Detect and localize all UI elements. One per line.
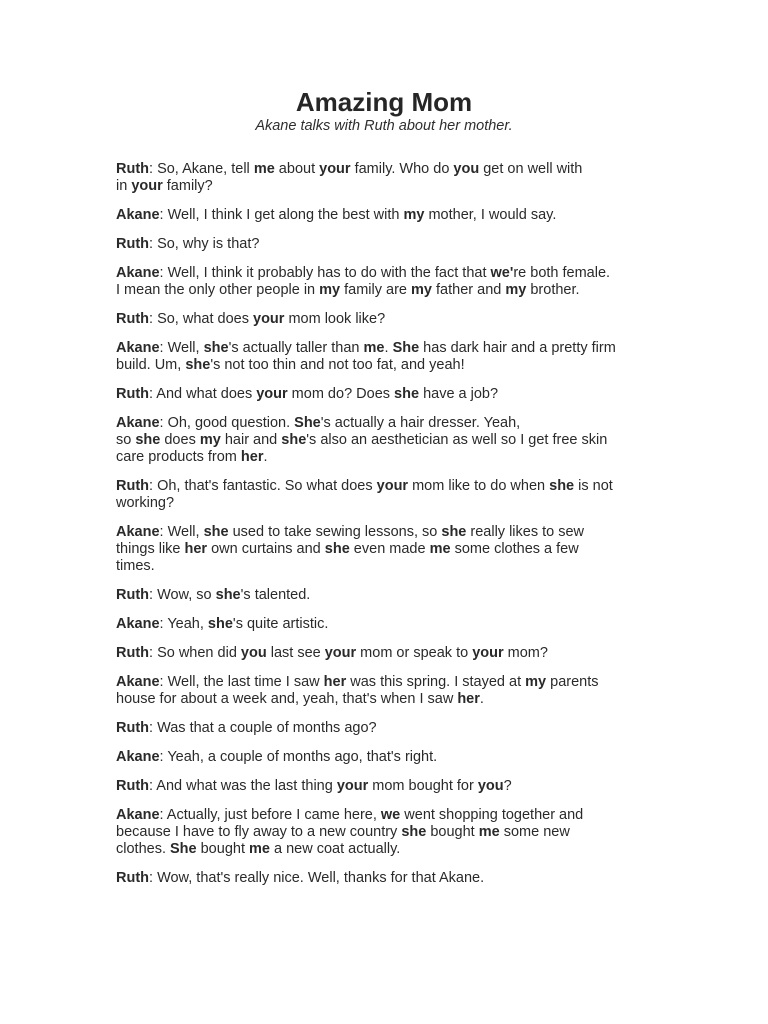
turn-text: last see (266, 645, 325, 661)
turn-text: times. (116, 558, 155, 574)
speaker-name: Ruth (116, 311, 150, 327)
turn-text: went shopping together and (400, 807, 584, 823)
turn-text: bought (426, 824, 479, 840)
dialogue-turn (116, 524, 656, 575)
turn-text: working? (116, 495, 175, 511)
turn-text: brother. (526, 282, 580, 298)
dialogue-turn (116, 807, 656, 858)
emphasized-word: she (207, 616, 233, 632)
speaker-name: Akane (116, 207, 160, 223)
dialogue-turn (116, 587, 656, 604)
dialogue-turn (116, 616, 656, 633)
emphasized-word: she (185, 357, 211, 373)
turn-text: a new coat actually. (269, 841, 401, 857)
speaker-name: Ruth (116, 587, 150, 603)
emphasized-word: my (403, 207, 425, 223)
turn-text: build. Um, (116, 357, 186, 373)
emphasized-word: me (429, 541, 451, 557)
turn-text: : Oh, good question. (159, 415, 295, 431)
turn-text: things like (116, 541, 185, 557)
emphasized-word: she (324, 541, 350, 557)
emphasized-word: She (294, 415, 321, 431)
turn-text: : Wow, that's really nice. Well, thanks for that Akane. (149, 870, 485, 886)
speaker-name: Ruth (116, 778, 150, 794)
emphasized-word: you (453, 161, 480, 177)
turn-text: : So, why is that? (149, 236, 260, 252)
dialogue-turn (116, 778, 656, 795)
dialogue-turn (116, 478, 656, 512)
turn-text: was this spring. I stayed at (346, 674, 526, 690)
speaker-name: Akane (116, 340, 160, 356)
turn-text: mother, I would say. (424, 207, 557, 223)
emphasized-word: She (392, 340, 420, 356)
turn-text: I mean the only other people in (116, 282, 320, 298)
turn-text: some new (499, 824, 570, 840)
turn-text: has dark hair and a pretty firm (419, 340, 616, 356)
turn-text: mom look like? (284, 311, 386, 327)
emphasized-word: her (323, 674, 347, 690)
speaker-name: Akane (116, 524, 160, 540)
turn-text: 's talented. (240, 587, 311, 603)
emphasized-word: you (240, 645, 267, 661)
turn-text: : Well, (159, 340, 204, 356)
turn-text: is not (574, 478, 613, 494)
turn-text: so (116, 432, 136, 448)
dialogue-turn (116, 749, 656, 766)
turn-text: : Well, I think it probably has to do with the fact that (159, 265, 491, 281)
speaker-name: Akane (116, 616, 160, 632)
emphasized-word: your (472, 645, 504, 661)
emphasized-word: my (411, 282, 432, 298)
turn-text: . (263, 449, 268, 465)
emphasized-word: she (394, 386, 420, 402)
dialogue-turn (116, 674, 656, 708)
turn-text: because I have to fly away to a new country (116, 824, 402, 840)
emphasized-word: we' (490, 265, 514, 281)
emphasized-word: she (203, 340, 229, 356)
emphasized-word: she (203, 524, 229, 540)
emphasized-word: your (256, 386, 288, 402)
speaker-name: Akane (116, 674, 160, 690)
turn-text: : Well, (159, 524, 204, 540)
emphasized-word: my (199, 432, 221, 448)
turn-text: parents (546, 674, 599, 690)
dialogue-turn (116, 645, 656, 662)
turn-text: : Yeah, (159, 616, 208, 632)
speaker-name: Ruth (116, 478, 150, 494)
emphasized-word: she (441, 524, 467, 540)
emphasized-word: she (135, 432, 161, 448)
turn-text: family. Who do (350, 161, 454, 177)
turn-text: : Actually, just before I came here, (159, 807, 381, 823)
turn-text: ? (503, 778, 512, 794)
emphasized-word: me (478, 824, 500, 840)
turn-text: : So, what does (149, 311, 253, 327)
emphasized-word: your (131, 178, 163, 194)
turn-text: mom do? Does (287, 386, 395, 402)
emphasized-word: her (240, 449, 264, 465)
emphasized-word: your (319, 161, 351, 177)
emphasized-word: your (324, 645, 357, 661)
turn-text: : Was that a couple of months ago? (149, 720, 377, 736)
speaker-name: Ruth (116, 386, 150, 402)
turn-text: : Well, I think I get along the best with (159, 207, 404, 223)
emphasized-word: you (477, 778, 504, 794)
speaker-name: Akane (116, 415, 160, 431)
emphasized-word: my (505, 282, 527, 298)
turn-text: mom bought for (368, 778, 478, 794)
emphasized-word: me (249, 841, 270, 857)
turn-text: : And what does (149, 386, 257, 402)
emphasized-word: your (376, 478, 409, 494)
emphasized-word: she (549, 478, 575, 494)
turn-text: . (479, 691, 484, 707)
emphasized-word: me (363, 340, 385, 356)
dialogue-turn (116, 311, 656, 328)
turn-text: : So when did (149, 645, 241, 661)
emphasized-word: she (281, 432, 307, 448)
dialogue-turn (116, 415, 656, 466)
turn-text: : So, Akane, tell (149, 161, 254, 177)
emphasized-word: She (170, 841, 197, 857)
turn-text: 's quite artistic. (232, 616, 329, 632)
document-subtitle: Akane talks with Ruth about her mother. (255, 118, 513, 134)
emphasized-word: she (215, 587, 241, 603)
speaker-name: Ruth (116, 161, 150, 177)
turn-text: clothes. (116, 841, 170, 857)
dialogue-turn (116, 720, 656, 737)
turn-text: mom? (503, 645, 548, 661)
turn-text: in (116, 178, 132, 194)
turn-text: have a job? (419, 386, 499, 402)
emphasized-word: my (319, 282, 341, 298)
document-title: Amazing Mom (295, 87, 473, 117)
turn-text: : Wow, so (149, 587, 216, 603)
turn-text: father and (432, 282, 506, 298)
turn-text: family are (340, 282, 412, 298)
dialogue-turn (116, 386, 656, 403)
emphasized-word: we (380, 807, 401, 823)
dialogue-turn (116, 161, 656, 195)
dialogue-transcript (116, 161, 656, 899)
turn-text: : Well, the last time I saw (159, 674, 324, 690)
turn-text: bought (196, 841, 250, 857)
turn-text: mom like to do when (408, 478, 550, 494)
turn-text: re both female. (513, 265, 611, 281)
dialogue-turn (116, 340, 656, 374)
turn-text: own curtains and (207, 541, 325, 557)
speaker-name: Ruth (116, 720, 150, 736)
turn-text: even made (349, 541, 430, 557)
dialogue-turn (116, 265, 656, 299)
turn-text: about (274, 161, 320, 177)
emphasized-word: her (184, 541, 208, 557)
turn-text: . (384, 340, 393, 356)
turn-text: really likes to sew (466, 524, 585, 540)
speaker-name: Ruth (116, 645, 150, 661)
turn-text: does (160, 432, 200, 448)
emphasized-word: her (457, 691, 480, 707)
dialogue-turn (116, 870, 656, 887)
speaker-name: Akane (116, 807, 160, 823)
turn-text: some clothes a few (450, 541, 579, 557)
emphasized-word: your (336, 778, 369, 794)
dialogue-turn (116, 207, 656, 224)
turn-text: 's not too thin and not too fat, and yeah! (210, 357, 465, 373)
turn-text: hair and (220, 432, 282, 448)
emphasized-word: she (401, 824, 427, 840)
turn-text: get on well with (479, 161, 583, 177)
dialogue-turn (116, 236, 656, 253)
turn-text: 's also an aesthetician as well so I get free skin (306, 432, 608, 448)
emphasized-word: my (525, 674, 547, 690)
turn-text: 's actually a hair dresser. Yeah, (320, 415, 521, 431)
speaker-name: Akane (116, 749, 160, 765)
speaker-name: Akane (116, 265, 160, 281)
turn-text: : Oh, that's fantastic. So what does (149, 478, 377, 494)
turn-text: : And what was the last thing (149, 778, 337, 794)
turn-text: used to take sewing lessons, so (228, 524, 442, 540)
turn-text: 's actually taller than (228, 340, 364, 356)
emphasized-word: your (253, 311, 285, 327)
turn-text: house for about a week and, yeah, that's when I saw (116, 691, 458, 707)
turn-text: : Yeah, a couple of months ago, that's right. (159, 749, 438, 765)
turn-text: care products from (116, 449, 241, 465)
speaker-name: Ruth (116, 870, 150, 886)
turn-text: mom or speak to (356, 645, 473, 661)
speaker-name: Ruth (116, 236, 150, 252)
turn-text: family? (162, 178, 213, 194)
emphasized-word: me (253, 161, 275, 177)
